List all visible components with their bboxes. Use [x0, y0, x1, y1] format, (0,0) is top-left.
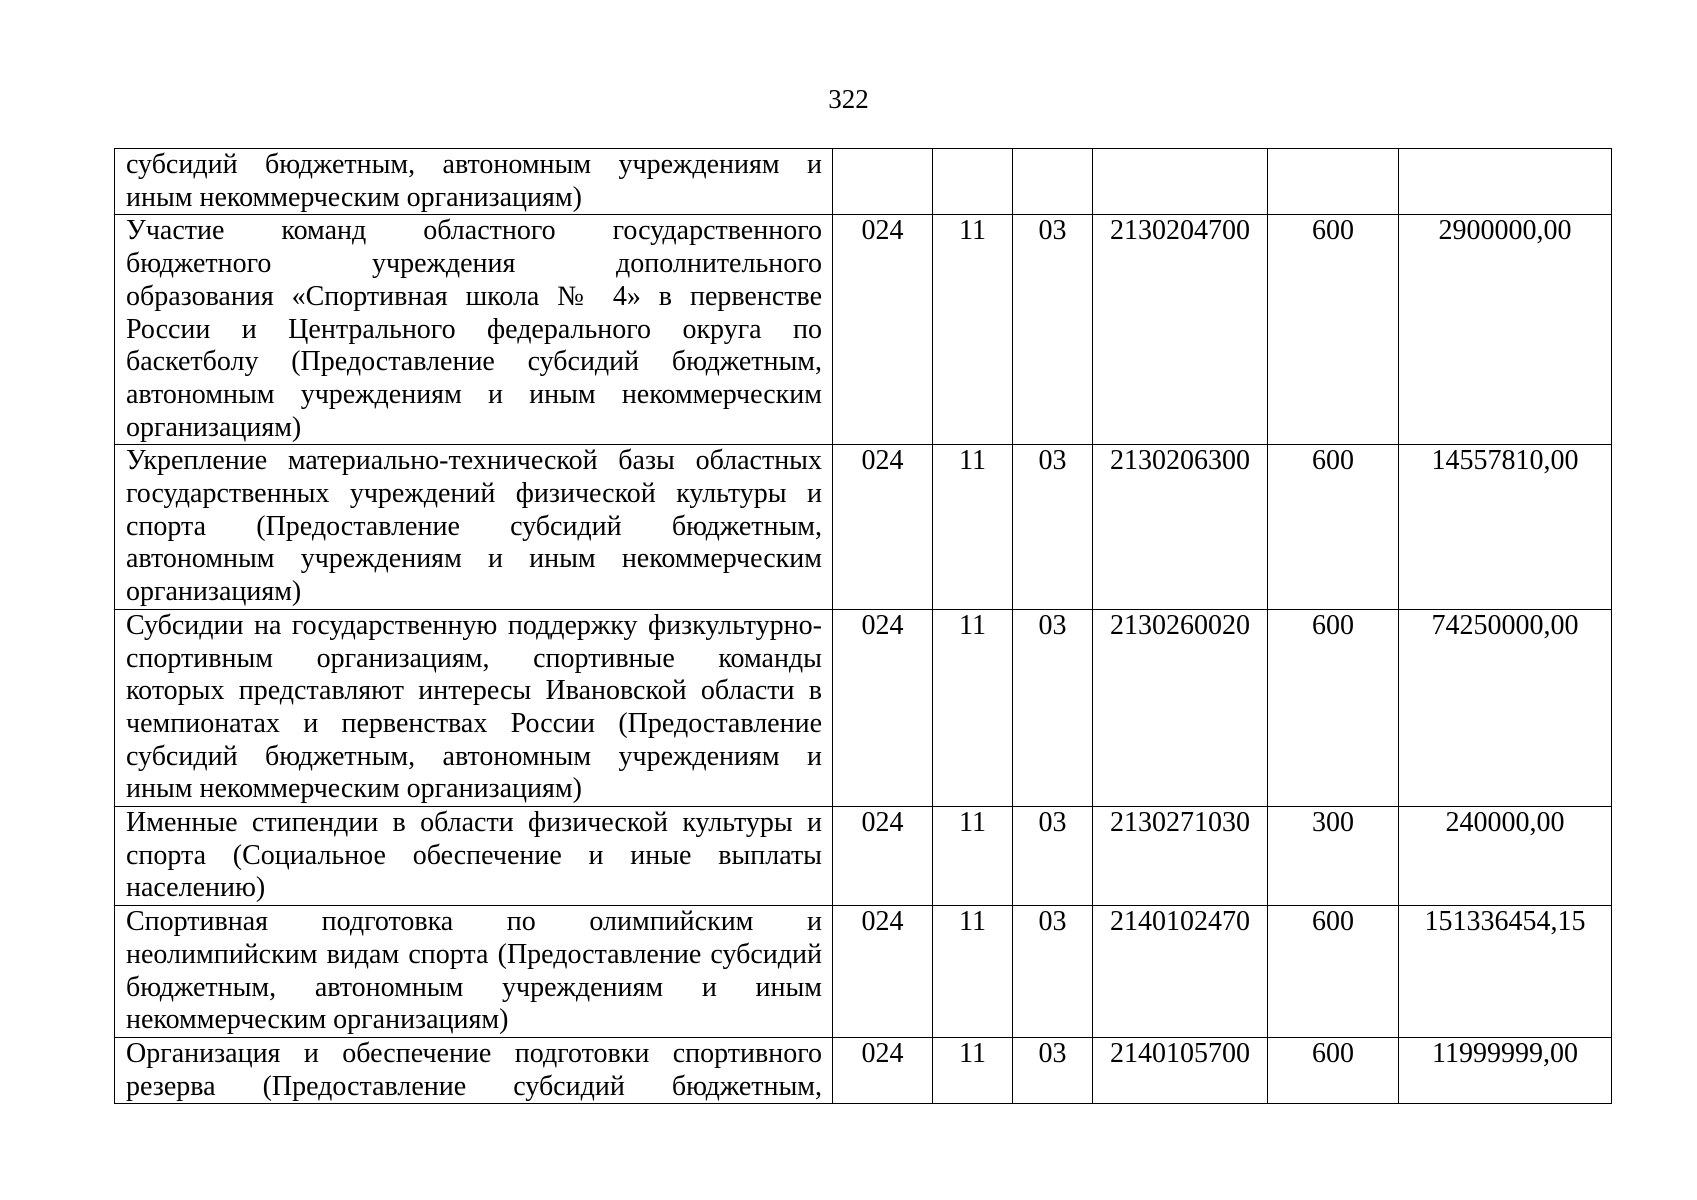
code-cell-c3: 03 [1013, 215, 1093, 445]
code-cell-c6: 11999999,00 [1399, 1037, 1612, 1103]
code-cell-c3: 03 [1013, 1037, 1093, 1103]
description-line: некоммерческим организациям) [126, 1004, 509, 1036]
code-cell-c3: 03 [1013, 906, 1093, 1038]
code-cell-c5: 600 [1268, 1037, 1399, 1103]
description-cell [115, 1037, 833, 1103]
description-line: автономным учреждениям и иным некоммерческим [126, 378, 822, 410]
code-cell-c5: 600 [1268, 906, 1399, 1038]
description-line: спорта (Предоставление субсидий бюджетным, [126, 510, 822, 542]
code-cell-c3 [1013, 149, 1093, 215]
code-cell-c2: 11 [933, 609, 1013, 806]
description-line: иным некоммерческим организациям) [126, 773, 582, 805]
code-cell-c5: 600 [1268, 609, 1399, 806]
description-cell [115, 906, 833, 1038]
code-cell-c6 [1399, 149, 1612, 215]
code-cell-c2: 11 [933, 807, 1013, 906]
code-cell-c2: 11 [933, 1037, 1013, 1103]
description-cell [115, 445, 833, 610]
budget-table [114, 148, 1612, 1104]
description-line: спорта (Социальное обеспечение и иные выплаты [126, 839, 822, 871]
description-line: автономным учреждениям и иным некоммерческим [126, 543, 822, 575]
description-line: спортивным организациям, спортивные команды [126, 642, 822, 674]
code-cell-c4: 2130204700 [1093, 215, 1268, 445]
page-number: 322 [828, 84, 869, 114]
description-line: России и Центрального федерального округа по [126, 313, 822, 345]
code-cell-c6: 74250000,00 [1399, 609, 1612, 806]
code-cell-c4: 2130260020 [1093, 609, 1268, 806]
description-line: бюджетным, автономным учреждениям и иным [126, 971, 822, 1003]
code-cell-c6: 151336454,15 [1399, 906, 1612, 1038]
description-cell [115, 609, 833, 806]
description-line: которых представляют интересы Ивановской области в [126, 675, 822, 707]
description-line: субсидий бюджетным, автономным учреждениям и [126, 740, 822, 772]
description-cell [115, 807, 833, 906]
code-cell-c1: 024 [833, 1037, 933, 1103]
description-line: неолимпийским видам спорта (Предоставление субсидий [126, 938, 822, 970]
code-cell-c5: 600 [1268, 445, 1399, 610]
code-cell-c3: 03 [1013, 807, 1093, 906]
table-row [115, 445, 1612, 610]
table-row [115, 906, 1612, 1038]
code-cell-c2: 11 [933, 445, 1013, 610]
code-cell-c5: 300 [1268, 807, 1399, 906]
description-line: чемпионатах и первенствах России (Предоставление [126, 707, 822, 739]
code-cell-c2 [933, 149, 1013, 215]
description-line: Организация и обеспечение подготовки спортивного [126, 1037, 822, 1069]
description-line: населению) [126, 872, 266, 904]
code-cell-c1: 024 [833, 807, 933, 906]
description-line: образования «Спортивная школа № 4» в первенстве [126, 280, 822, 312]
code-cell-c1: 024 [833, 445, 933, 610]
description-cell [115, 149, 833, 215]
description-line: резерва (Предоставление субсидий бюджетным, [126, 1070, 822, 1102]
description-line: Именные стипендии в области физической культуры и [126, 807, 822, 839]
code-cell-c5 [1268, 149, 1399, 215]
code-cell-c1: 024 [833, 609, 933, 806]
code-cell-c6: 14557810,00 [1399, 445, 1612, 610]
table-row [115, 149, 1612, 215]
code-cell-c3: 03 [1013, 445, 1093, 610]
code-cell-c6: 2900000,00 [1399, 215, 1612, 445]
code-cell-c4: 2130271030 [1093, 807, 1268, 906]
code-cell-c5: 600 [1268, 215, 1399, 445]
description-line: организациям) [126, 576, 302, 608]
code-cell-c4 [1093, 149, 1268, 215]
description-line: Укрепление материально-технической базы областных [126, 445, 822, 477]
code-cell-c4: 2140102470 [1093, 906, 1268, 1038]
description-cell [115, 215, 833, 445]
code-cell-c1 [833, 149, 933, 215]
description-line: Спортивная подготовка по олимпийским и [126, 906, 822, 938]
description-line: государственных учреждений физической культуры и [126, 478, 822, 510]
table-row [115, 1037, 1612, 1103]
description-line: иным некоммерческим организациям) [126, 181, 582, 213]
description-line: организациям) [126, 411, 302, 443]
description-line: баскетболу (Предоставление субсидий бюджетным, [126, 346, 822, 378]
description-line: субсидий бюджетным, автономным учреждениям и [126, 149, 822, 180]
code-cell-c2: 11 [933, 215, 1013, 445]
table-row [115, 609, 1612, 806]
code-cell-c2: 11 [933, 906, 1013, 1038]
code-cell-c1: 024 [833, 906, 933, 1038]
code-cell-c6: 240000,00 [1399, 807, 1612, 906]
table-row [115, 215, 1612, 445]
description-line: Субсидии на государственную поддержку физкультурно- [126, 609, 822, 641]
code-cell-c3: 03 [1013, 609, 1093, 806]
code-cell-c1: 024 [833, 215, 933, 445]
description-line: бюджетного учреждения дополнительного [126, 248, 822, 280]
table-row [115, 807, 1612, 906]
code-cell-c4: 2140105700 [1093, 1037, 1268, 1103]
description-line: Участие команд областного государственного [126, 215, 822, 247]
code-cell-c4: 2130206300 [1093, 445, 1268, 610]
